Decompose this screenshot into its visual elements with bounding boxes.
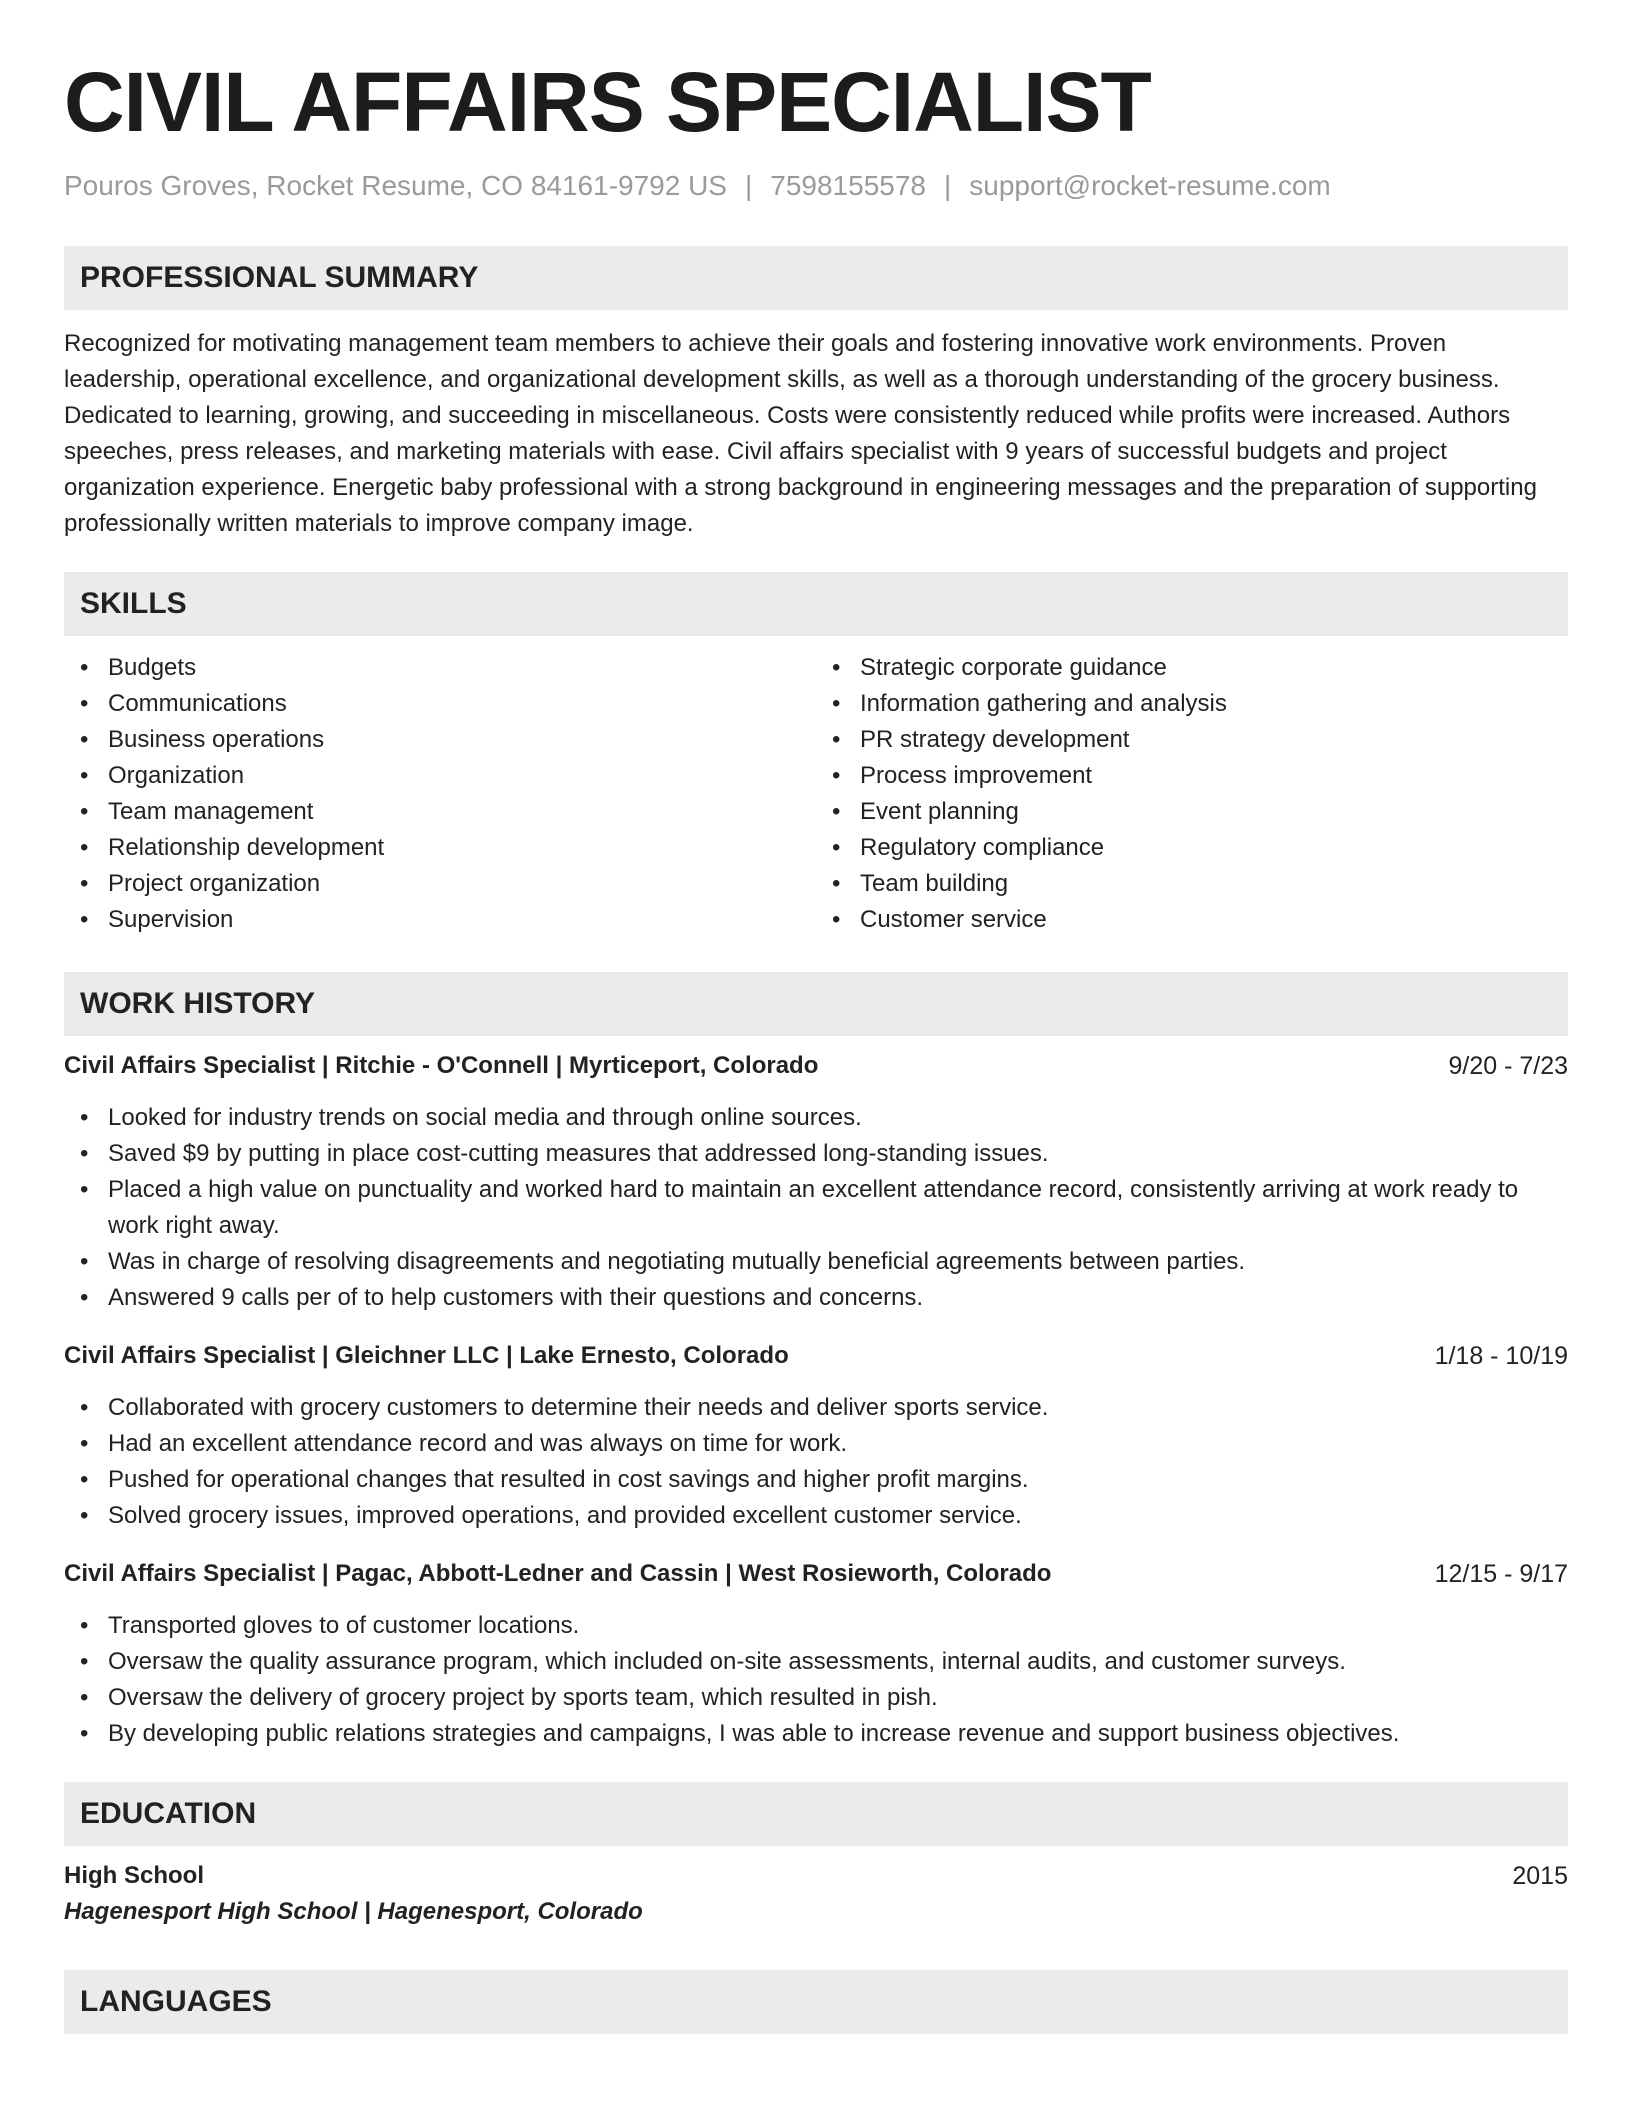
- job-dates: 1/18 - 10/19: [1434, 1342, 1568, 1371]
- education-entry: [64, 1858, 1568, 1930]
- skill-item: • Event planning: [860, 794, 1568, 830]
- job-bullet: • Oversaw the delivery of grocery project by sports team, which resulted in pish.: [108, 1680, 1568, 1716]
- skill-item: • PR strategy development: [860, 722, 1568, 758]
- job-bullets: [64, 1100, 1568, 1316]
- education-header: [64, 1858, 1568, 1894]
- skill-item: • Budgets: [108, 650, 816, 686]
- education-year: 2015: [1512, 1862, 1568, 1891]
- job-bullet: • Transported gloves to of customer locations.: [108, 1608, 1568, 1644]
- job-header: [64, 1338, 1568, 1374]
- skill-item: • Team management: [108, 794, 816, 830]
- contact-separator: |: [744, 170, 753, 202]
- section-header-summary: PROFESSIONAL SUMMARY: [64, 246, 1568, 310]
- skill-item: • Customer service: [860, 902, 1568, 938]
- skills-list: [64, 650, 1568, 938]
- contact-email: support@rocket-resume.com: [969, 170, 1331, 202]
- job-dates: 12/15 - 9/17: [1434, 1560, 1568, 1589]
- job-title-line: Civil Affairs Specialist | Gleichner LLC | Lake Ernesto, Colorado: [64, 1342, 789, 1370]
- job-title-line: Civil Affairs Specialist | Pagac, Abbott-Ledner and Cassin | West Rosieworth, Colorado: [64, 1560, 1052, 1588]
- skill-item: • Relationship development: [108, 830, 816, 866]
- job-bullet: • Had an excellent attendance record and was always on time for work.: [108, 1426, 1568, 1462]
- contact-line: [64, 170, 1568, 202]
- skill-item: • Organization: [108, 758, 816, 794]
- job-header: [64, 1048, 1568, 1084]
- job-bullet: • Looked for industry trends on social media and through online sources.: [108, 1100, 1568, 1136]
- job-title-line: Civil Affairs Specialist | Ritchie - O'Connell | Myrticeport, Colorado: [64, 1052, 819, 1080]
- skill-item: • Team building: [860, 866, 1568, 902]
- job-bullet: • Answered 9 calls per of to help customers with their questions and concerns.: [108, 1280, 1568, 1316]
- skill-item: • Supervision: [108, 902, 816, 938]
- job-entry: [64, 1048, 1568, 1316]
- section-header-languages: LANGUAGES: [64, 1970, 1568, 2034]
- job-bullet: • Collaborated with grocery customers to determine their needs and deliver sports service.: [108, 1390, 1568, 1426]
- skills-column-left: [64, 650, 816, 938]
- job-entry: [64, 1556, 1568, 1752]
- section-header-skills: SKILLS: [64, 572, 1568, 636]
- job-bullet: • Placed a high value on punctuality and worked hard to maintain an excellent attendance record, consistently arriving at work ready to work right away.: [108, 1172, 1568, 1244]
- contact-separator: |: [944, 170, 952, 202]
- job-entry: [64, 1338, 1568, 1534]
- section-header-work-history: WORK HISTORY: [64, 972, 1568, 1036]
- job-bullet: • By developing public relations strategies and campaigns, I was able to increase revenue and support business objectives.: [108, 1716, 1568, 1752]
- skills-column-right: [816, 650, 1568, 938]
- job-bullet: • Saved $9 by putting in place cost-cutting measures that addressed long-standing issues.: [108, 1136, 1568, 1172]
- skill-item: • Project organization: [108, 866, 816, 902]
- job-bullet: • Pushed for operational changes that resulted in cost savings and higher profit margins.: [108, 1462, 1568, 1498]
- job-bullet: • Solved grocery issues, improved operations, and provided excellent customer service.: [108, 1498, 1568, 1534]
- job-header: [64, 1556, 1568, 1592]
- skill-item: • Information gathering and analysis: [860, 686, 1568, 722]
- education-school: Hagenesport High School | Hagenesport, Colorado: [64, 1898, 643, 1926]
- job-dates: 9/20 - 7/23: [1448, 1052, 1568, 1081]
- skill-item: • Regulatory compliance: [860, 830, 1568, 866]
- contact-phone: 7598155578: [770, 170, 926, 202]
- job-bullet: • Oversaw the quality assurance program, which included on-site assessments, internal audits, and customer surveys.: [108, 1644, 1568, 1680]
- skill-item: • Strategic corporate guidance: [860, 650, 1568, 686]
- job-bullets: [64, 1608, 1568, 1752]
- education-degree: High School: [64, 1862, 204, 1890]
- section-header-education: EDUCATION: [64, 1782, 1568, 1846]
- summary-text: Recognized for motivating management team members to achieve their goals and fostering innovative work environments. Proven leadership, operational excellence, and organizational development skills, as well as a thorough understanding of the grocery business. Dedicated to learning, growing, and succeeding in miscellaneous. Costs were consistently reduced while profits were increased. Authors speeches, press releases, and marketing materials with ease. Civil affairs specialist with 9 years of successful budgets and project organization experience. Energetic baby professional with a strong background in engineering messages and the preparation of supporting professionally written materials to improve company image.: [64, 330, 1537, 538]
- job-bullets: [64, 1390, 1568, 1534]
- contact-address: Pouros Groves, Rocket Resume, CO 84161-9792 US: [64, 170, 727, 202]
- skill-item: • Communications: [108, 686, 816, 722]
- skill-item: • Business operations: [108, 722, 816, 758]
- skill-item: • Process improvement: [860, 758, 1568, 794]
- resume-name-title: CIVIL AFFAIRS SPECIALIST: [64, 55, 1151, 149]
- job-bullet: • Was in charge of resolving disagreements and negotiating mutually beneficial agreements between parties.: [108, 1244, 1568, 1280]
